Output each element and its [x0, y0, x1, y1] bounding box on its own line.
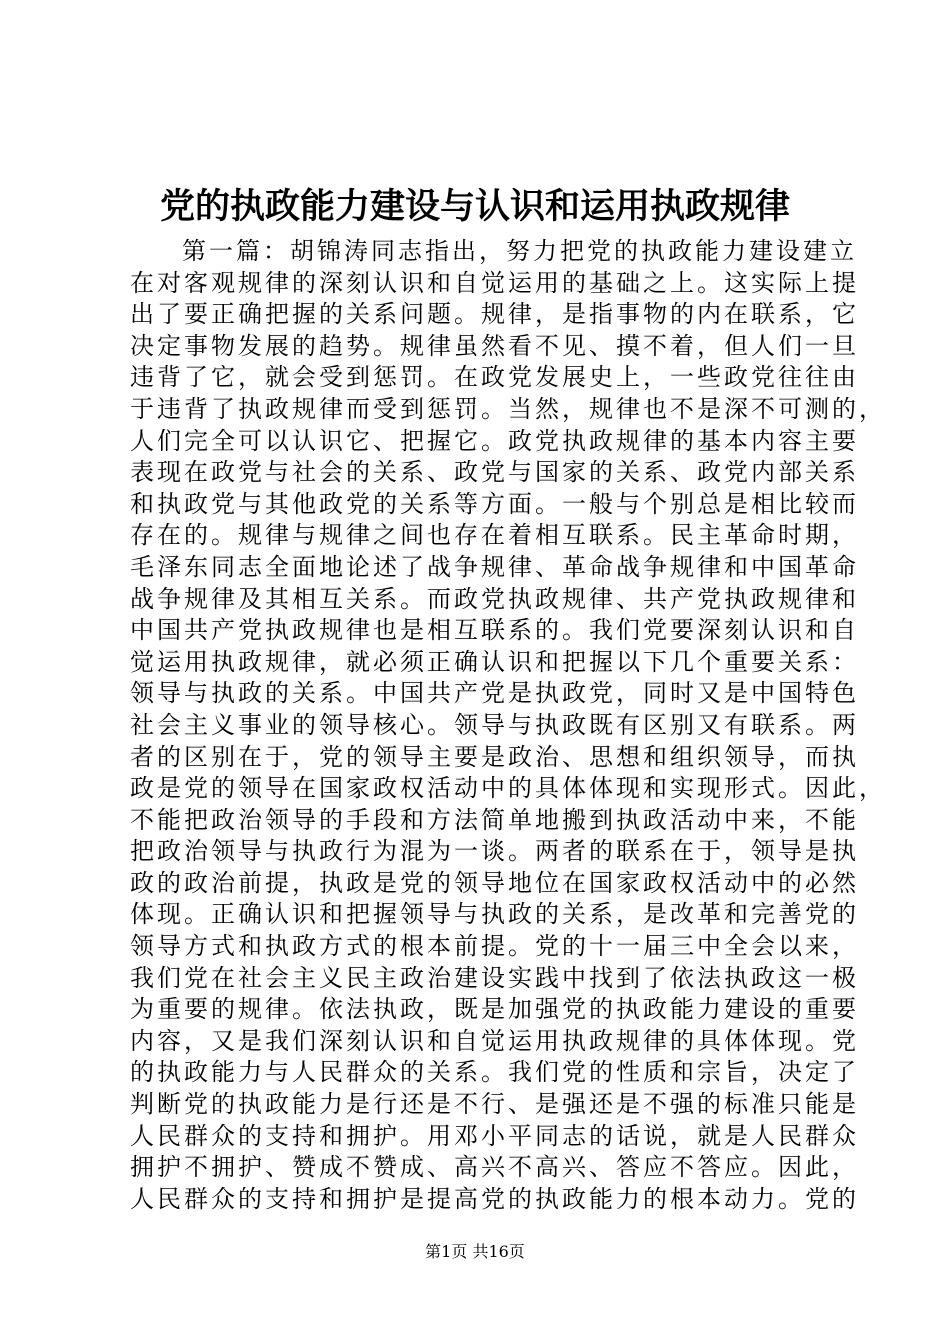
text-line: 于违背了执政规律而受到惩罚。当然，规律也不是深不可测的， [130, 394, 886, 423]
text-line: 的执政能力与人民群众的关系。我们党的性质和宗旨，决定了 [130, 1058, 859, 1087]
body-text [130, 236, 886, 1215]
text-line: 把政治领导与执政行为混为一谈。两者的联系在于，领导是执 [130, 837, 859, 866]
text-line: 中国共产党执政规律也是相互联系的。我们党要深刻认识和自 [130, 616, 859, 645]
text-line: 第一篇：胡锦涛同志指出，努力把党的执政能力建设建立 [182, 237, 857, 265]
text-line: 违背了它，就会受到惩罚。在政党发展史上，一些政党往往由 [130, 363, 859, 392]
page-footer: 第1页 共16页 [425, 1242, 525, 1261]
text-line: 人民群众的支持和拥护是提高党的执政能力的根本动力。党的 [130, 1184, 859, 1213]
text-line: 决定事物发展的趋势。规律虽然看不见、摸不着，但人们一旦 [130, 331, 859, 360]
text-line: 领导与执政的关系。中国共产党是执政党，同时又是中国特色 [130, 679, 859, 708]
text-line: 存在的。规律与规律之间也存在着相互联系。民主革命时期， [130, 521, 859, 550]
text-line: 人们完全可以认识它、把握它。政党执政规律的基本内容主要 [130, 426, 859, 455]
text-line: 政的政治前提，执政是党的领导地位在国家政权活动中的必然 [130, 868, 859, 897]
text-line: 出了要正确把握的关系问题。规律，是指事物的内在联系，它 [130, 300, 859, 329]
text-line: 者的区别在于，党的领导主要是政治、思想和组织领导，而执 [130, 742, 859, 771]
text-line: 体现。正确认识和把握领导与执政的关系，是改革和完善党的 [130, 900, 859, 929]
text-line: 内容，又是我们深刻认识和自觉运用执政规律的具体体现。党 [130, 1026, 859, 1055]
text-line: 在对客观规律的深刻认识和自觉运用的基础之上。这实际上提 [130, 268, 859, 297]
text-line: 我们党在社会主义民主政治建设实践中找到了依法执政这一极 [130, 963, 859, 992]
text-line: 人民群众的支持和拥护。用邓小平同志的话说，就是人民群众 [130, 1121, 859, 1150]
text-line: 战争规律及其相互关系。而政党执政规律、共产党执政规律和 [130, 584, 859, 613]
text-line: 不能把政治领导的手段和方法简单地搬到执政活动中来，不能 [130, 805, 859, 834]
text-line: 社会主义事业的领导核心。领导与执政既有区别又有联系。两 [130, 710, 859, 739]
text-line: 毛泽东同志全面地论述了战争规律、革命战争规律和中国革命 [130, 552, 859, 581]
text-line: 判断党的执政能力是行还是不行、是强还是不强的标准只能是 [130, 1090, 859, 1119]
text-line: 觉运用执政规律，就必须正确认识和把握以下几个重要关系： [130, 647, 859, 676]
text-line: 为重要的规律。依法执政，既是加强党的执政能力建设的重要 [130, 995, 859, 1024]
text-line: 领导方式和执政方式的根本前提。党的十一届三中全会以来， [130, 932, 859, 961]
page-title: 党的执政能力建设与认识和运用执政规律 [159, 186, 790, 227]
text-line: 政是党的领导在国家政权活动中的具体体现和实现形式。因此， [130, 774, 886, 803]
text-line: 表现在政党与社会的关系、政党与国家的关系、政党内部关系 [130, 458, 859, 487]
text-line: 和执政党与其他政党的关系等方面。一般与个别总是相比较而 [130, 489, 859, 518]
text-line: 拥护不拥护、赞成不赞成、高兴不高兴、答应不答应。因此， [130, 1153, 859, 1182]
